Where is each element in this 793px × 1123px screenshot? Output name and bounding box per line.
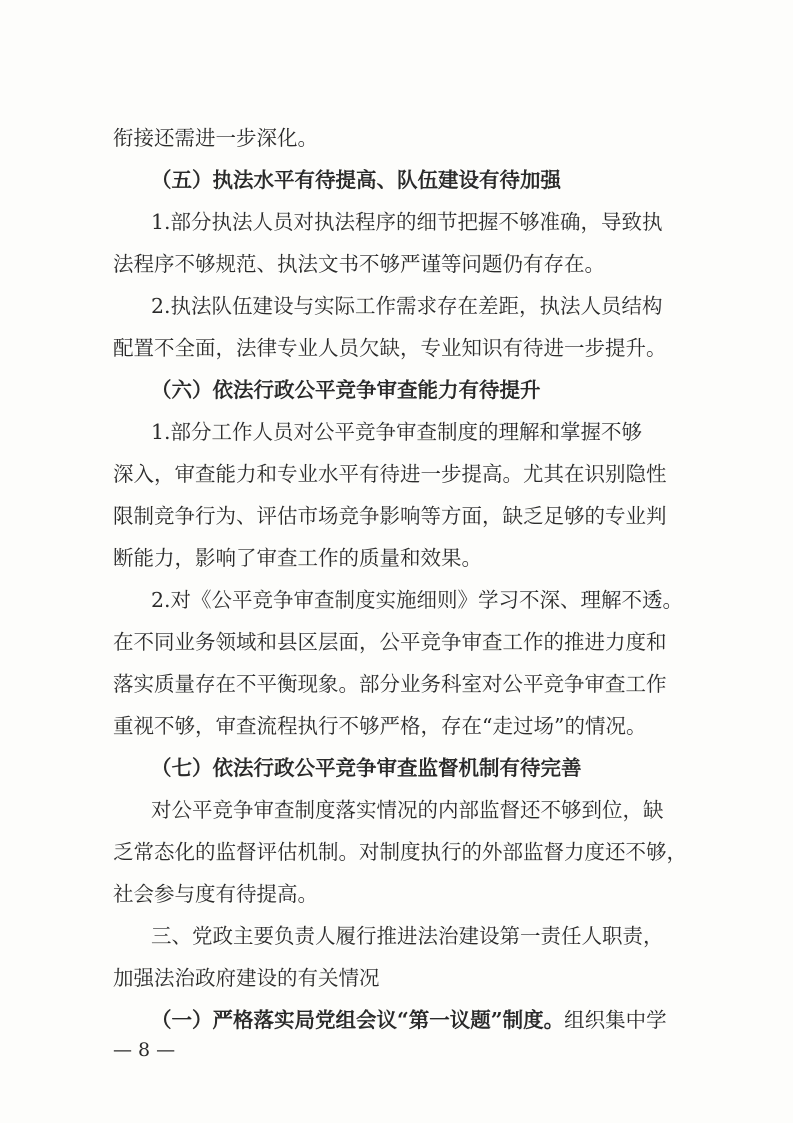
- text-line: 重视不够，审查流程执行不够严格，存在“走过场”的情况。: [113, 714, 647, 738]
- text-line: 法程序不够规范、执法文书不够严谨等问题仍有存在。: [113, 252, 605, 276]
- text-line: 落实质量存在不平衡现象。部分业务科室对公平竞争审查工作: [113, 672, 667, 696]
- section-heading-5: （五）执法水平有待提高、队伍建设有待加强: [151, 168, 561, 192]
- text-line: 2.执法队伍建设与实际工作需求存在差距，执法人员结构: [151, 294, 663, 318]
- text-line: 限制竞争行为、评估市场竞争影响等方面，缺乏足够的专业判: [113, 504, 667, 528]
- text-line: 2.对《公平竞争审查制度实施细则》学习不深、理解不透。: [151, 588, 684, 612]
- text-line: 社会参与度有待提高。: [113, 882, 318, 906]
- paragraph-line: [151, 1005, 793, 1035]
- section-heading-7: （七）依法行政公平竞争审查监督机制有待完善: [151, 756, 582, 780]
- chapter-heading: 三、党政主要负责人履行推进法治建设第一责任人职责，: [151, 924, 664, 948]
- page-number: — 8 —: [113, 1039, 176, 1061]
- text-line: 1.部分工作人员对公平竞争审查制度的理解和掌握不够: [151, 420, 643, 444]
- text-line: 衔接还需进一步深化。: [113, 126, 318, 150]
- text-line: 配置不全面，法律专业人员欠缺，专业知识有待进一步提升。: [113, 336, 667, 360]
- text-line: 乏常态化的监督评估机制。对制度执行的外部监督力度还不够，: [113, 840, 687, 864]
- text-line: 1.部分执法人员对执法程序的细节把握不够准确，导致执: [151, 210, 663, 234]
- text-line: 断能力，影响了审查工作的质量和效果。: [113, 546, 482, 570]
- text-line: 在不同业务领域和县区层面，公平竞争审查工作的推进力度和: [113, 630, 667, 654]
- chapter-heading-cont: 加强法治政府建设的有关情况: [113, 966, 380, 990]
- subsection-heading-1: （一）严格落实局党组会议“第一议题”制度。: [151, 1008, 565, 1032]
- text-line-continuation: 组织集中学: [564, 1008, 667, 1032]
- text-line: 对公平竞争审查制度落实情况的内部监督还不够到位，缺: [151, 798, 664, 822]
- section-heading-6: （六）依法行政公平竞争审查能力有待提升: [151, 378, 541, 402]
- text-line: 深入，审查能力和专业水平有待进一步提高。尤其在识别隐性: [113, 462, 667, 486]
